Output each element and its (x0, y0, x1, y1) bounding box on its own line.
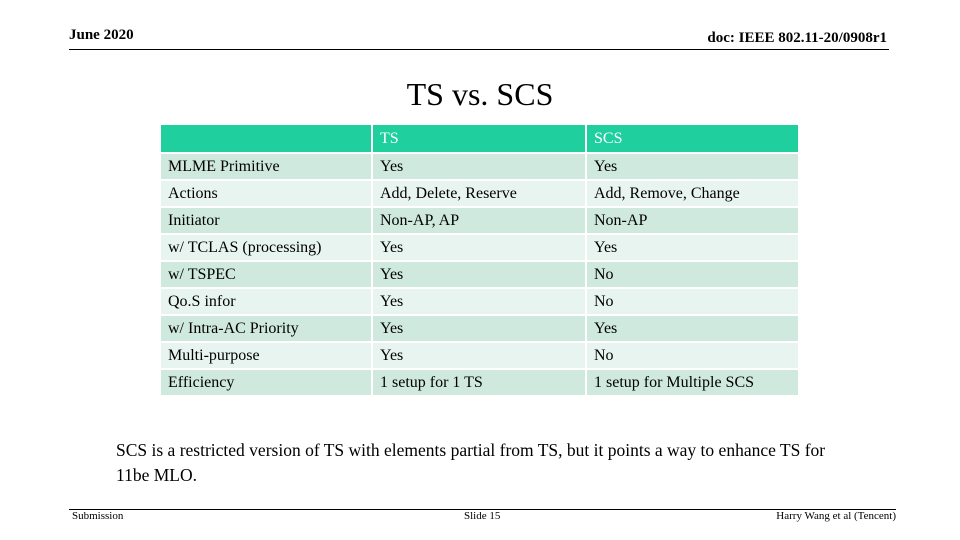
table-cell: Add, Delete, Reserve (373, 181, 587, 208)
table-cell: MLME Primitive (161, 154, 373, 181)
table-cell: No (587, 289, 800, 316)
table-row (161, 316, 800, 343)
footer-author: Harry Wang et al (Tencent) (776, 510, 896, 522)
header-date: June 2020 (69, 27, 134, 43)
table-cell: Qo.S infor (161, 289, 373, 316)
table-header-cell (161, 125, 373, 154)
table-cell: Yes (373, 262, 587, 289)
table-cell: No (587, 262, 800, 289)
table-cell: Initiator (161, 208, 373, 235)
table-cell: No (587, 343, 800, 370)
table-row (161, 370, 800, 397)
table-cell: 1 setup for 1 TS (373, 370, 587, 397)
table-cell: w/ TCLAS (processing) (161, 235, 373, 262)
table-header-row (161, 125, 800, 154)
table-cell: Yes (587, 154, 800, 181)
table-cell: Non-AP, AP (373, 208, 587, 235)
table-row (161, 343, 800, 370)
table-cell: Yes (373, 316, 587, 343)
summary-note: SCS is a restricted version of TS with elements partial from TS, but it points a way to enhance TS for 11be MLO. (116, 440, 826, 485)
table-cell: Yes (373, 343, 587, 370)
table-row (161, 235, 800, 262)
table-cell: Actions (161, 181, 373, 208)
table-row (161, 289, 800, 316)
table-cell: w/ Intra-AC Priority (161, 316, 373, 343)
header-divider (69, 49, 889, 50)
table-header-cell: SCS (587, 125, 800, 154)
footer-submission: Submission (72, 510, 124, 522)
table-cell: w/ TSPEC (161, 262, 373, 289)
table-cell: Non-AP (587, 208, 800, 235)
table-row (161, 208, 800, 235)
slide-title: TS vs. SCS (406, 76, 554, 112)
table-row (161, 181, 800, 208)
table-cell: Yes (587, 235, 800, 262)
table-cell: Multi-purpose (161, 343, 373, 370)
header-doc-id: doc: IEEE 802.11-20/0908r1 (707, 30, 887, 46)
table-cell: Yes (587, 316, 800, 343)
comparison-table (161, 125, 800, 397)
table-header-cell: TS (373, 125, 587, 154)
table-cell: Yes (373, 235, 587, 262)
table-cell: Add, Remove, Change (587, 181, 800, 208)
table-cell: Efficiency (161, 370, 373, 397)
table-cell: Yes (373, 289, 587, 316)
table-cell: Yes (373, 154, 587, 181)
table-row (161, 262, 800, 289)
table-cell: 1 setup for Multiple SCS (587, 370, 800, 397)
table-row (161, 154, 800, 181)
footer-slide-number: Slide 15 (464, 510, 501, 522)
